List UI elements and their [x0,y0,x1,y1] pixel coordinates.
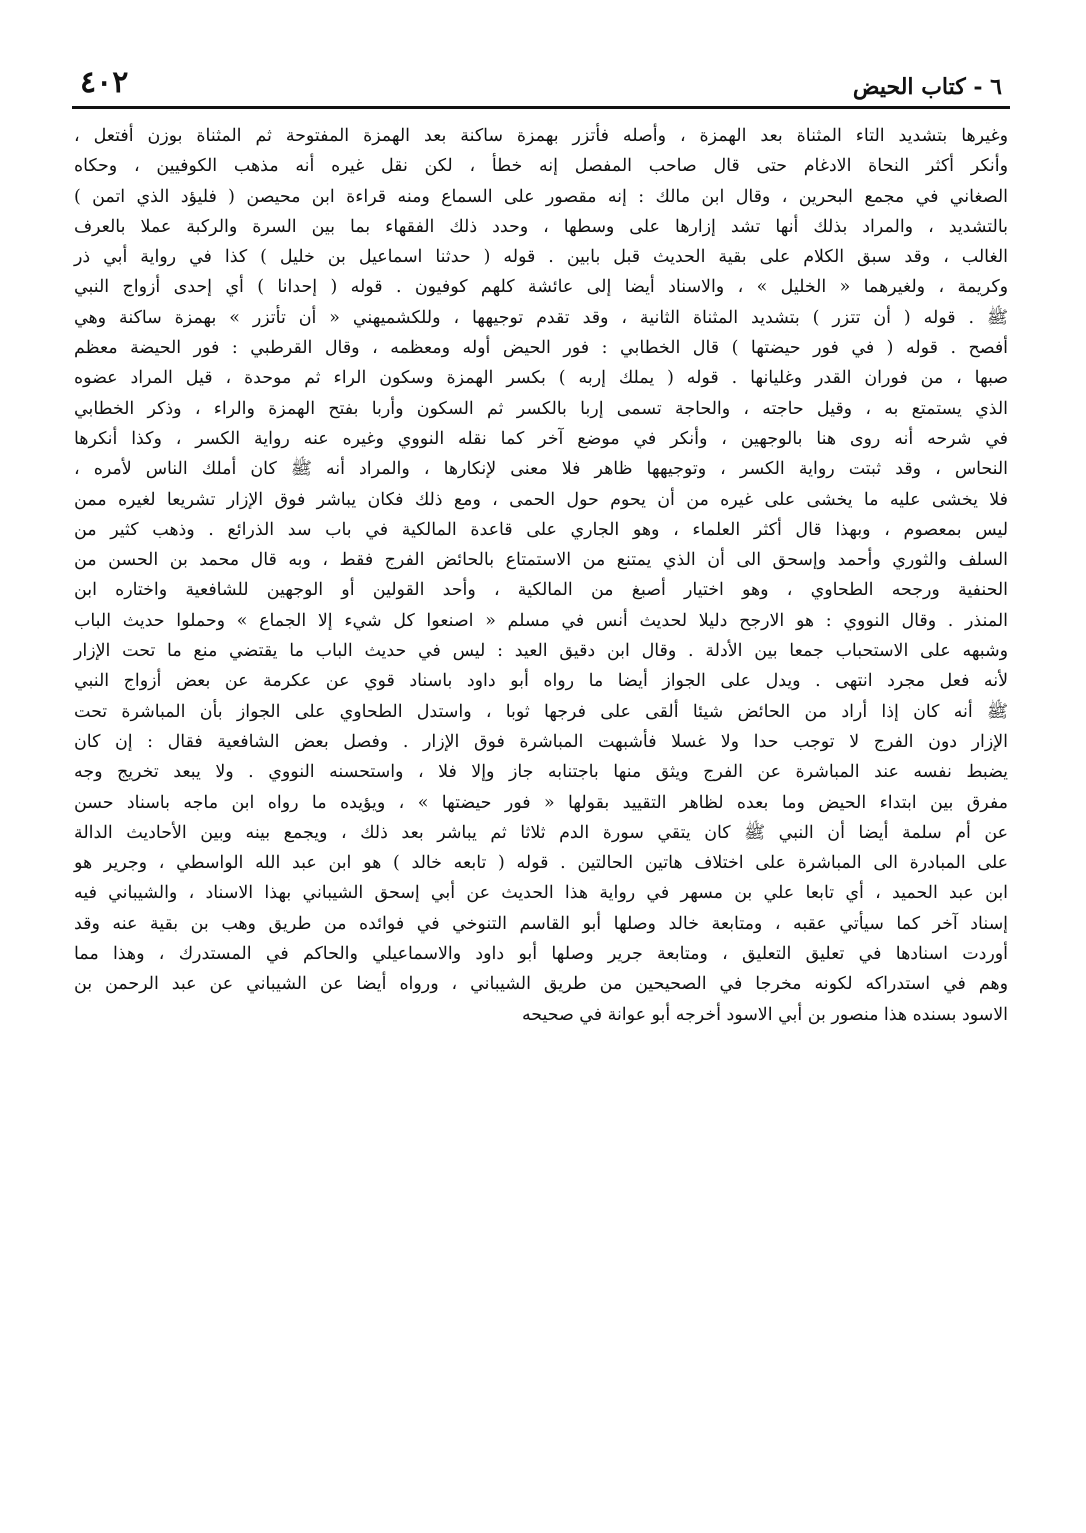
text-line: أوردت اسنادها في تعليق التعليق ، ومتابعة جرير وصلها أبو داود والاسماعيلي والحاكم في المستدرك ، وهذا مما [74,944,1008,965]
text-line: على المبادرة الى المباشرة على اختلاف هاتين الحالتين . قوله ( تابعه خالد ) هو ابن عبد الله الواسطي ، وجرير هو [74,853,1008,874]
text-line: بالتشديد ، والمراد بذلك أنها تشد إزارها على وسطها ، وحدد ذلك الفقهاء بما بين السرة والركبة عملا بالعرف [74,216,1008,237]
book-page [72,54,1010,1474]
text-line: الإزار دون الفرج لا توجب حدا ولا غسلا فأشبهت المباشرة فوق الإزار . وفصل بعض الشافعية فقال : إن كان [74,731,1008,752]
text-line: إسناد آخر كما سيأتي عقبه ، ومتابعة خالد وصلها أبو القاسم التنوخي في فوائده من طريق وهب بن بقية عنه وقد [74,913,1008,934]
text-line: الحنفية ورجحه الطحاوي ، وهو اختيار أصبغ من المالكية ، وأحد القولين أو الوجهين للشافعية واختاره ابن [74,580,1008,601]
text-line: مفرق بين ابتداء الحيض وما بعده لظاهر التقييد بقولها « فور حيضتها » ، ويؤيده ما رواه ابن ماجه باسناد حسن [74,792,1008,813]
text-line: عن أم سلمة أيضا أن النبي ﷺ كان يتقي سورة الدم ثلاثا ثم يباشر بعد ذلك ، ويجمع بينه وبين الأحاديث الدالة [74,822,1008,843]
page-number: ٤٠٢ [80,65,129,100]
text-line: أفصح . قوله ( في فور حيضتها ) قال الخطابي : فور الحيض أوله ومعظمه ، وقال القرطبي : فور الحيضة معظم [74,338,1008,359]
text-line: يضبط نفسه عند المباشرة عن الفرج ويثق منها باجتنابه جاز وإلا فلا ، واستحسنه النووي . ولا يبعد تخريج وجه [74,762,1008,783]
text-line: ﷺ أنه كان إذا أراد من الحائض شيئا ألقى على فرجها ثوبا ، واستدل الطحاوي على الجواز بأن المباشرة تحت [74,701,1008,722]
text-line: السلف والثوري وأحمد وإسحق الى أن الذي يمتنع من الاستمتاع بالحائض الفرج فقط ، وبه قال محمد بن الحسن من [74,550,1008,571]
text-line: الذي يستمتع به ، وقيل حاجته ، والحاجة تسمى إربا بالكسر ثم السكون وأربا بفتح الهمزة والراء ، وذكر الخطابي [74,398,1008,419]
text-line: في شرحه أنه روى هنا بالوجهين ، وأنكر في موضع آخر كما نقله النووي وغيره عنه رواية الكسر ، وكذا أنكرها [74,428,1008,449]
text-line: المنذر . وقال النووي : هو الارجح دليلا لحديث أنس في مسلم « اصنعوا كل شيء إلا الجماع » وحملوا حديث الباب [74,610,1008,631]
text-line: وهم في استدراكه لكونه مخرجا في الصحيحين من طريق الشيباني ، ورواه أيضا عن الشيباني عن عبد الرحمن بن [74,974,1008,995]
text-line: لأنه فعل مجرد انتهى . ويدل على الجواز أيضا ما رواه أبو داود باسناد قوي عن عكرمة عن بعض أزواج النبي [74,671,1008,692]
text-line: ليس بمعصوم ، وبهذا قال أكثر العلماء ، وهو الجاري على قاعدة المالكية في باب سد الذرائع . وذهب كثير من [74,519,1008,540]
text-line: وكريمة ، ولغيرهما « الخليل » ، والاسناد أيضا إلى عائشة كلهم كوفيون . قوله ( إحدانا ) أي إحدى أزواج النبي [74,277,1008,298]
text-line: الصغاني في مجمع البحرين ، وقال ابن مالك : إنه مقصور على السماع ومنه قراءة ابن محيصن ( فليؤد الذي اتمن ) [74,186,1008,207]
text-line: النحاس ، وقد ثبتت رواية الكسر ، وتوجيهها ظاهر فلا معنى لإنكارها ، والمراد أنه ﷺ كان أملك الناس لأمره ، [74,459,1008,480]
text-line: وغيرها بتشديد التاء المثناة بعد الهمزة ، وأصله فأتزر بهمزة ساكنة بعد الهمزة المفتوحة ثم المثناة بوزن أفتعل ، [74,126,1008,146]
commentary-text [72,121,1010,1030]
text-line: فلا يخشى عليه ما يخشى على غيره من أن يحوم حول الحمى ، ومع ذلك فكان يباشر فوق الإزار تشريعا لغيره ممن [74,489,1008,510]
text-line: وأنكر أكثر النحاة الادغام حتى قال صاحب المفصل إنه خطأ ، لكن نقل غيره أنه مذهب الكوفيين ، وحكاه [74,156,1008,177]
text-line: ﷺ . قوله ( أن تتزر ) بتشديد المثناة الثانية ، وقد تقدم توجيهها ، وللكشميهني « أن تأتزر » بهمزة ساكنة وهي [74,307,1008,328]
text-line: صبها ، من فوران القدر وغليانها . قوله ( يملك إربه ) بكسر الهمزة وسكون الراء ثم موحدة ، قيل المراد عضوه [74,368,1008,389]
header-divider [72,106,1010,109]
text-line: وشبهه على الاستحباب جمعا بين الأدلة . وقال ابن دقيق العيد : ليس في حديث الباب ما يقتضي منع ما تحت الإزار [74,641,1008,662]
text-line: الاسود بسنده هذا منصور بن أبي الاسود أخرجه أبو عوانة في صحيحه [521,1004,1008,1025]
chapter-title: ٦ - كتاب الحيض [852,74,1002,100]
text-line: الغالب ، وقد سبق الكلام على بقية الحديث قبل بابين . قوله ( حدثنا اسماعيل بن خليل ) كذا في رواية أبي ذر [74,247,1008,268]
page-header [72,54,1010,98]
text-line: ابن عبد الحميد ، أي تابعا علي بن مسهر في رواية هذا الحديث عن أبي إسحق الشيباني بهذا الاسناد ، والشيباني فيه [74,883,1008,904]
